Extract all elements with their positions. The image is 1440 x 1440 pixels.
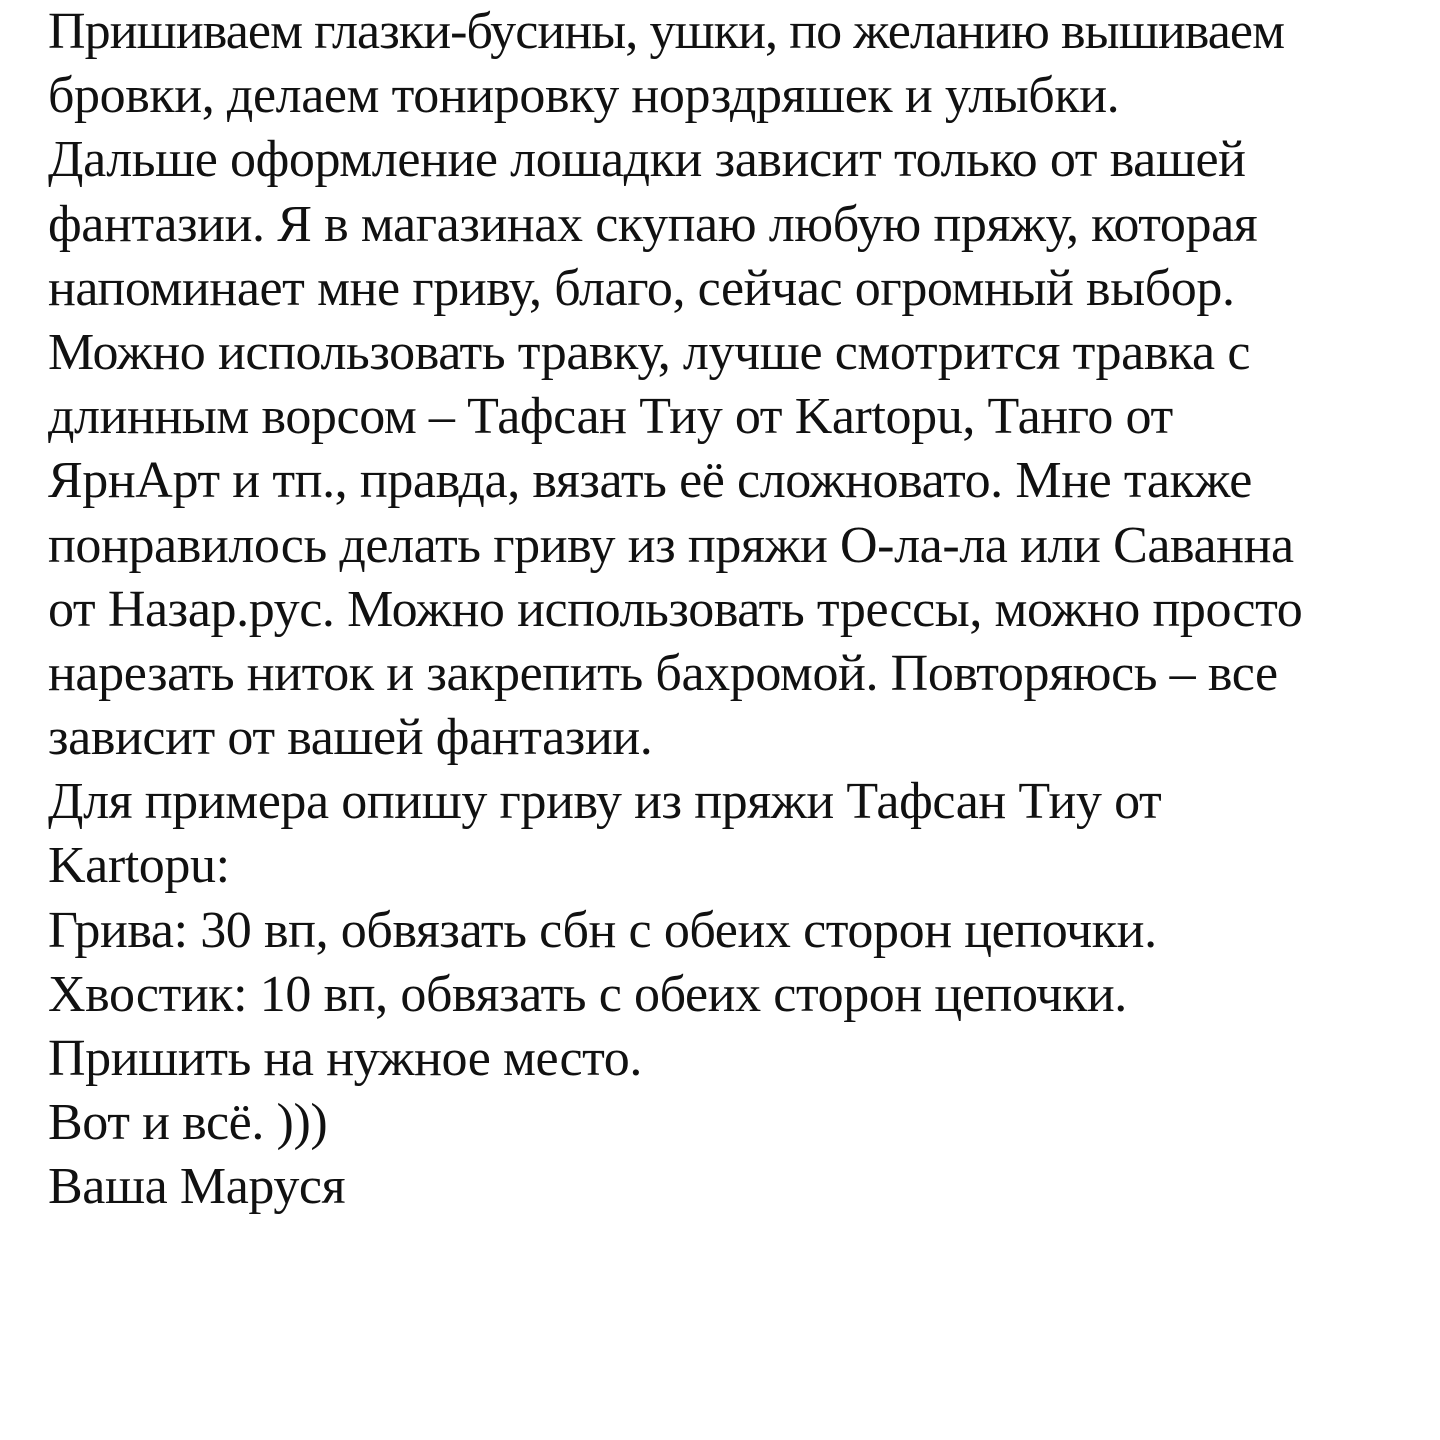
text-line: напоминает мне гриву, благо, сейчас огромный выбор.	[48, 259, 1235, 317]
text-line: понравилось делать гриву из пряжи О-ла-ла или Саванна	[48, 516, 1294, 574]
text-line: Kartopu:	[48, 837, 230, 895]
text-line: бровки, делаем тонировку норздряшек и улыбки.	[48, 67, 1120, 125]
document-text	[48, 0, 1428, 1220]
text-line: ЯрнАрт и тп., правда, вязать её сложновато. Мне также	[48, 452, 1252, 510]
text-line: Дальше оформление лошадки зависит только от вашей	[48, 131, 1246, 189]
text-line: Хвостик: 10 вп, обвязать с обеих сторон цепочки.	[48, 965, 1127, 1023]
text-line: Пришиваем глазки-бусины, ушки, по желанию вышиваем	[48, 3, 1285, 60]
signature-line: Ваша Маруся	[48, 1158, 346, 1216]
text-line: зависит от вашей фантазии.	[48, 709, 653, 767]
text-line: фантазии. Я в магазинах скупаю любую пряжу, которая	[48, 195, 1258, 253]
text-line: Можно использовать травку, лучше смотрится травка с	[48, 323, 1251, 381]
text-line: Для примера опишу гриву из пряжи Тафсан Тиу от	[48, 773, 1162, 831]
text-line: Грива: 30 вп, обвязать сбн с обеих сторон цепочки.	[48, 901, 1157, 959]
text-line: Пришить на нужное место.	[48, 1030, 643, 1087]
text-line: нарезать ниток и закрепить бахромой. Повторяюсь – все	[48, 644, 1278, 702]
text-line: от Назар.рус. Можно использовать трессы, можно просто	[48, 580, 1303, 638]
text-line: длинным ворсом – Тафсан Тиу от Kartopu, Танго от	[48, 388, 1173, 446]
text-line: Вот и всё. )))	[48, 1094, 328, 1152]
